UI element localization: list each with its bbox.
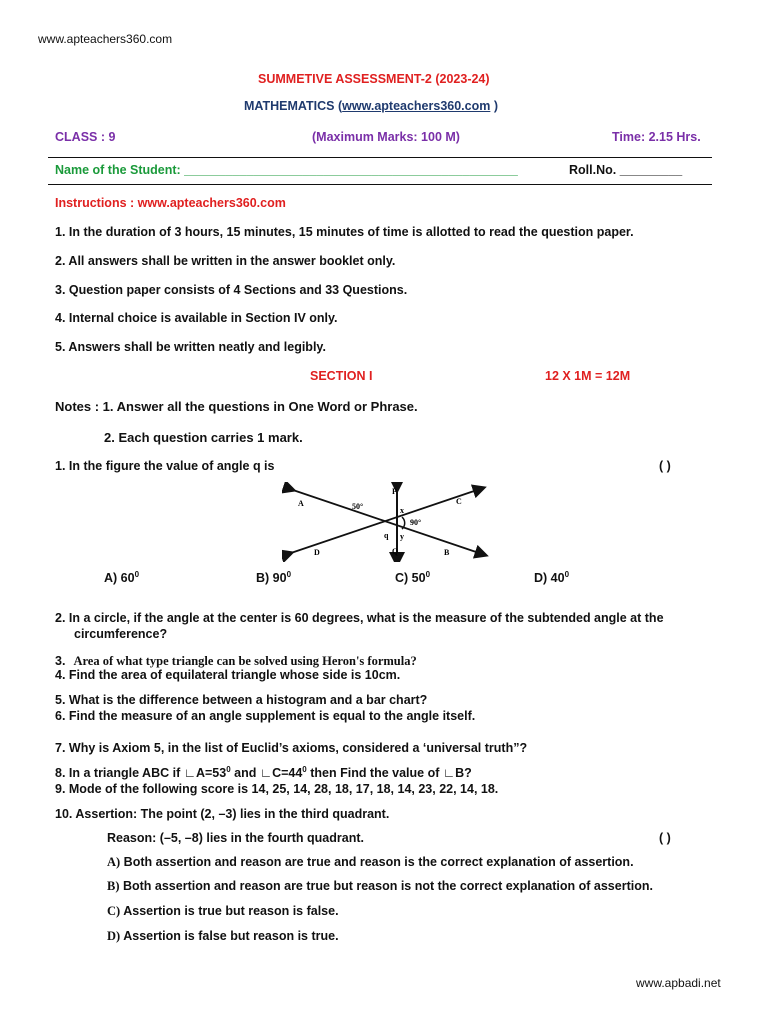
label-x: x bbox=[400, 506, 404, 515]
instruction-item: 4. Internal choice is available in Section IV only. bbox=[55, 311, 338, 325]
time-label: Time: 2.15 Hrs. bbox=[612, 130, 701, 144]
subject-line bbox=[244, 99, 498, 113]
q1-option-b bbox=[256, 571, 291, 585]
subject-prefix: MATHEMATICS ( bbox=[244, 99, 343, 113]
label-q-angle: q bbox=[384, 531, 389, 540]
q10-option-b bbox=[107, 879, 653, 894]
label-b: B bbox=[444, 548, 450, 557]
option-text: D) 40 bbox=[534, 571, 565, 585]
header-rule-top bbox=[48, 157, 712, 158]
student-name-line bbox=[55, 163, 518, 177]
question-4: 4. Find the area of equilateral triangle whose side is 10cm. bbox=[55, 668, 401, 682]
q1-option-a bbox=[104, 571, 139, 585]
student-name-label: Name of the Student: ________________________________________________ bbox=[55, 163, 518, 177]
label-50-degrees: 50° bbox=[352, 502, 364, 511]
section-marks: 12 X 1M = 12M bbox=[545, 369, 631, 383]
question-7: 7. Why is Axiom 5, in the list of Euclid’s axioms, considered a ‘universal truth”? bbox=[55, 741, 528, 755]
q10-option-c bbox=[107, 904, 339, 919]
q3-number: 3. bbox=[55, 654, 66, 668]
degree-sup: 0 bbox=[302, 765, 307, 774]
label-p: P bbox=[392, 487, 397, 496]
q8-part: and ∟C=44 bbox=[230, 766, 303, 780]
instruction-item: 1. In the duration of 3 hours, 15 minutes, 15 minutes of time is allotted to read the question paper. bbox=[55, 225, 634, 239]
class-label: CLASS : 9 bbox=[55, 130, 116, 144]
question-6: 6. Find the measure of an angle supplement is equal to the angle itself. bbox=[55, 709, 476, 723]
question-5: 5. What is the difference between a histogram and a bar chart? bbox=[55, 693, 428, 707]
degree-sup: 0 bbox=[564, 570, 570, 579]
label-c: C bbox=[456, 497, 462, 506]
option-text: A) 60 bbox=[104, 571, 135, 585]
degree-sup: 0 bbox=[286, 570, 292, 579]
site-url-footer: www.apbadi.net bbox=[636, 976, 721, 990]
question-2-cont: circumference? bbox=[74, 627, 168, 641]
question-2: 2. In a circle, if the angle at the center is 60 degrees, what is the measure of the subtended angle at the bbox=[55, 611, 664, 625]
q8-part: 8. In a triangle ABC if ∟A=53 bbox=[55, 766, 227, 780]
instruction-item: 3. Question paper consists of 4 Sections and 33 Questions. bbox=[55, 283, 408, 297]
label-y: y bbox=[400, 532, 404, 541]
option-text: Assertion is true but reason is false. bbox=[120, 904, 339, 918]
label-d: D bbox=[314, 548, 320, 557]
option-letter: D) bbox=[107, 929, 121, 943]
option-text: Assertion is false but reason is true. bbox=[120, 929, 339, 943]
q8-part: then Find the value of ∟B? bbox=[306, 766, 472, 780]
instruction-item: 2. All answers shall be written in the answer booklet only. bbox=[55, 254, 396, 268]
site-url-top: www.apteachers360.com bbox=[38, 32, 173, 46]
q1-option-c bbox=[395, 571, 430, 585]
option-letter: C) bbox=[107, 904, 121, 918]
q3-text: Area of what type triangle can be solved using Heron's formula? bbox=[73, 654, 417, 668]
max-marks: (Maximum Marks: 100 M) bbox=[312, 130, 460, 144]
paper-title: SUMMETIVE ASSESSMENT-2 (2023-24) bbox=[258, 72, 490, 86]
question-9: 9. Mode of the following score is 14, 25, 14, 28, 18, 17, 18, 14, 23, 22, 14, 18. bbox=[55, 782, 499, 796]
option-letter: B) bbox=[107, 879, 120, 893]
header-rule-bottom bbox=[48, 184, 712, 185]
degree-sup: 0 bbox=[226, 765, 231, 774]
instructions-heading: Instructions : www.apteachers360.com bbox=[55, 196, 286, 210]
section-title: SECTION I bbox=[310, 369, 373, 383]
subject-link[interactable]: www.apteachers360.com bbox=[342, 99, 491, 113]
question-1: 1. In the figure the value of angle q is bbox=[55, 459, 275, 473]
subject-suffix: ) bbox=[490, 99, 498, 113]
question-10: 10. Assertion: The point (2, –3) lies in the third quadrant. bbox=[55, 807, 390, 821]
q10-option-a bbox=[107, 855, 634, 870]
option-text: Both assertion and reason are true and reason is the correct explanation of assertion. bbox=[120, 855, 634, 869]
question-8 bbox=[55, 766, 472, 780]
option-letter: A) bbox=[107, 855, 121, 869]
option-text: Both assertion and reason are true but reason is not the correct explanation of assertion. bbox=[119, 879, 653, 893]
option-text: B) 90 bbox=[256, 571, 287, 585]
label-a: A bbox=[298, 499, 304, 508]
label-90-degrees: 90° bbox=[410, 518, 422, 527]
degree-sup: 0 bbox=[425, 570, 431, 579]
q1-option-d bbox=[534, 571, 569, 585]
q10-option-d bbox=[107, 929, 339, 944]
option-text: C) 50 bbox=[395, 571, 426, 585]
note-1: Notes : 1. Answer all the questions in One Word or Phrase. bbox=[55, 399, 418, 414]
instruction-item: 5. Answers shall be written neatly and legibly. bbox=[55, 340, 326, 354]
question-10-reason: Reason: (–5, –8) lies in the fourth quadrant. bbox=[107, 831, 364, 845]
roll-no: Roll.No. _________ bbox=[569, 163, 683, 177]
degree-sup: 0 bbox=[134, 570, 140, 579]
angle-figure bbox=[282, 482, 492, 562]
answer-bracket-q1: ( ) bbox=[659, 459, 671, 473]
answer-bracket-q10: ( ) bbox=[659, 831, 671, 845]
note-2: 2. Each question carries 1 mark. bbox=[104, 430, 303, 445]
label-q-point: Q bbox=[392, 547, 399, 556]
